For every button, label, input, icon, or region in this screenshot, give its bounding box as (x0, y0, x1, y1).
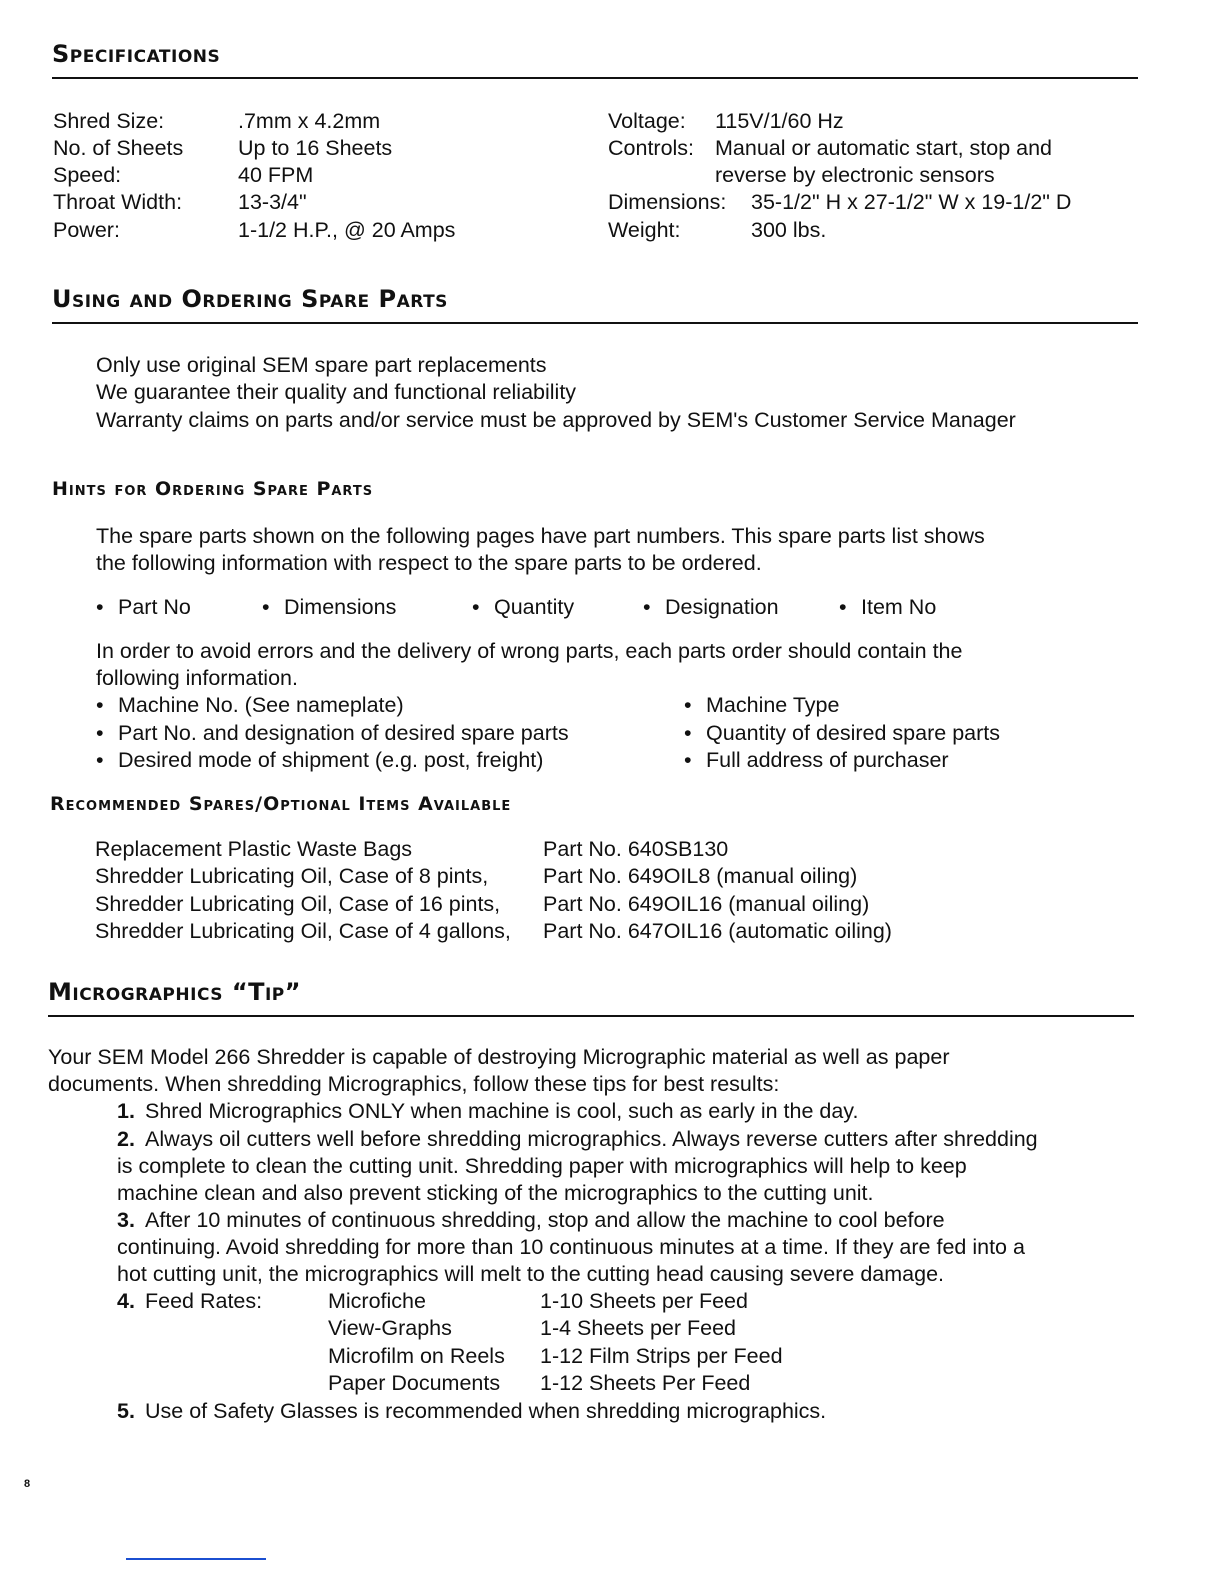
tip-text-cont: continuing. Avoid shredding for more than 10 continuous minutes at a time. If they are fed into a (117, 1235, 1025, 1259)
hints-heading: Hints for Ordering Spare Parts (52, 478, 374, 500)
list-item: • Part No (96, 594, 191, 621)
feed-media: Paper Documents (328, 1371, 501, 1395)
recommended-heading: Recommended Spares/Optional Items Available (50, 793, 512, 815)
divider (52, 77, 1138, 79)
page-number: 8 (24, 1478, 31, 1490)
feed-rate: 1-12 Film Strips per Feed (540, 1344, 783, 1368)
spec-value: Up to 16 Sheets (238, 136, 393, 160)
feed-rate: 1-10 Sheets per Feed (540, 1289, 748, 1313)
spare-parts-line: We guarantee their quality and functional reliability (96, 380, 577, 404)
list-item: • Quantity of desired spare parts (684, 720, 1000, 747)
tip-text-cont: is complete to clean the cutting unit. Shredding paper with micrographics will help to keep (117, 1154, 967, 1178)
order-text-cont: following information. (96, 666, 298, 690)
micro-intro: Your SEM Model 266 Shredder is capable of destroying Micrographic material as well as paper (48, 1045, 950, 1069)
spec-label: Shred Size: (53, 109, 165, 133)
spec-label: Power: (53, 218, 120, 242)
spec-label: No. of Sheets (53, 136, 184, 160)
item-part: Part No. 649OIL16 (manual oiling) (543, 892, 870, 916)
spec-value: 1-1/2 H.P., @ 20 Amps (238, 218, 456, 242)
tip-number: 3. (117, 1208, 135, 1232)
item-name: Shredder Lubricating Oil, Case of 8 pints, (95, 864, 489, 888)
weight-value: 300 lbs. (751, 218, 827, 242)
tip-text-cont: machine clean and also prevent sticking of the micrographics to the cutting unit. (117, 1181, 874, 1205)
item-part: Part No. 647OIL16 (automatic oiling) (543, 919, 892, 943)
list-item: • Full address of purchaser (684, 747, 949, 774)
divider (52, 322, 1138, 324)
spec-value: 13-3/4" (238, 190, 307, 214)
link-underline (126, 1558, 266, 1560)
voltage-value: 115V/1/60 Hz (715, 109, 844, 133)
controls-label: Controls: (608, 136, 695, 160)
tip-text: After 10 minutes of continuous shredding, stop and allow the machine to cool before (145, 1208, 945, 1232)
spare-parts-heading: Using and Ordering Spare Parts (52, 285, 448, 313)
list-item: • Quantity (472, 594, 574, 621)
hints-intro-cont: the following information with respect to the spare parts to be ordered. (96, 551, 762, 575)
specifications-heading: Specifications (52, 40, 221, 68)
tip-text: Always oil cutters well before shredding micrographics. Always reverse cutters after shredding (145, 1127, 1038, 1151)
tip-number: 2. (117, 1127, 135, 1151)
list-item: • Machine No. (See nameplate) (96, 692, 404, 719)
micrographics-heading: Micrographics “Tip” (48, 978, 302, 1006)
feed-rates-label: Feed Rates: (145, 1289, 263, 1313)
tip-number: 4. (117, 1289, 135, 1313)
feed-rate: 1-4 Sheets per Feed (540, 1316, 737, 1340)
micro-intro-cont: documents. When shredding Micrographics, follow these tips for best results: (48, 1072, 780, 1096)
tip-text: Use of Safety Glasses is recommended when shredding micrographics. (145, 1399, 827, 1423)
list-item: • Dimensions (262, 594, 396, 621)
item-name: Shredder Lubricating Oil, Case of 4 gallons, (95, 919, 511, 943)
list-item: • Part No. and designation of desired spare parts (96, 720, 569, 747)
order-text: In order to avoid errors and the delivery of wrong parts, each parts order should contain the (96, 639, 963, 663)
list-item: • Desired mode of shipment (e.g. post, freight) (96, 747, 543, 774)
spec-label: Throat Width: (53, 190, 183, 214)
item-part: Part No. 640SB130 (543, 837, 729, 861)
spare-parts-line: Only use original SEM spare part replacements (96, 353, 547, 377)
tip-number: 5. (117, 1399, 135, 1423)
voltage-label: Voltage: (608, 109, 686, 133)
divider (48, 1015, 1134, 1017)
list-item: • Machine Type (684, 692, 839, 719)
feed-rate: 1-12 Sheets Per Feed (540, 1371, 751, 1395)
item-name: Shredder Lubricating Oil, Case of 16 pints, (95, 892, 501, 916)
feed-media: View-Graphs (328, 1316, 452, 1340)
item-part: Part No. 649OIL8 (manual oiling) (543, 864, 858, 888)
list-item: • Designation (643, 594, 779, 621)
feed-media: Microfiche (328, 1289, 426, 1313)
spare-parts-line: Warranty claims on parts and/or service must be approved by SEM's Customer Service Manager (96, 408, 1016, 432)
spec-label: Speed: (53, 163, 122, 187)
tip-text: Shred Micrographics ONLY when machine is cool, such as early in the day. (145, 1099, 859, 1123)
item-name: Replacement Plastic Waste Bags (95, 837, 413, 861)
tip-number: 1. (117, 1099, 135, 1123)
dimensions-label: Dimensions: (608, 190, 727, 214)
controls-value: Manual or automatic start, stop and (715, 136, 1053, 160)
hints-intro: The spare parts shown on the following pages have part numbers. This spare parts list shows (96, 524, 985, 548)
spec-value: 40 FPM (238, 163, 314, 187)
weight-label: Weight: (608, 218, 681, 242)
dimensions-value: 35-1/2" H x 27-1/2" W x 19-1/2" D (751, 190, 1072, 214)
tip-text-cont: hot cutting unit, the micrographics will melt to the cutting head causing severe damage. (117, 1262, 945, 1286)
feed-media: Microfilm on Reels (328, 1344, 505, 1368)
list-item: • Item No (839, 594, 936, 621)
controls-value-cont: reverse by electronic sensors (715, 163, 995, 187)
spec-value: .7mm x 4.2mm (238, 109, 381, 133)
